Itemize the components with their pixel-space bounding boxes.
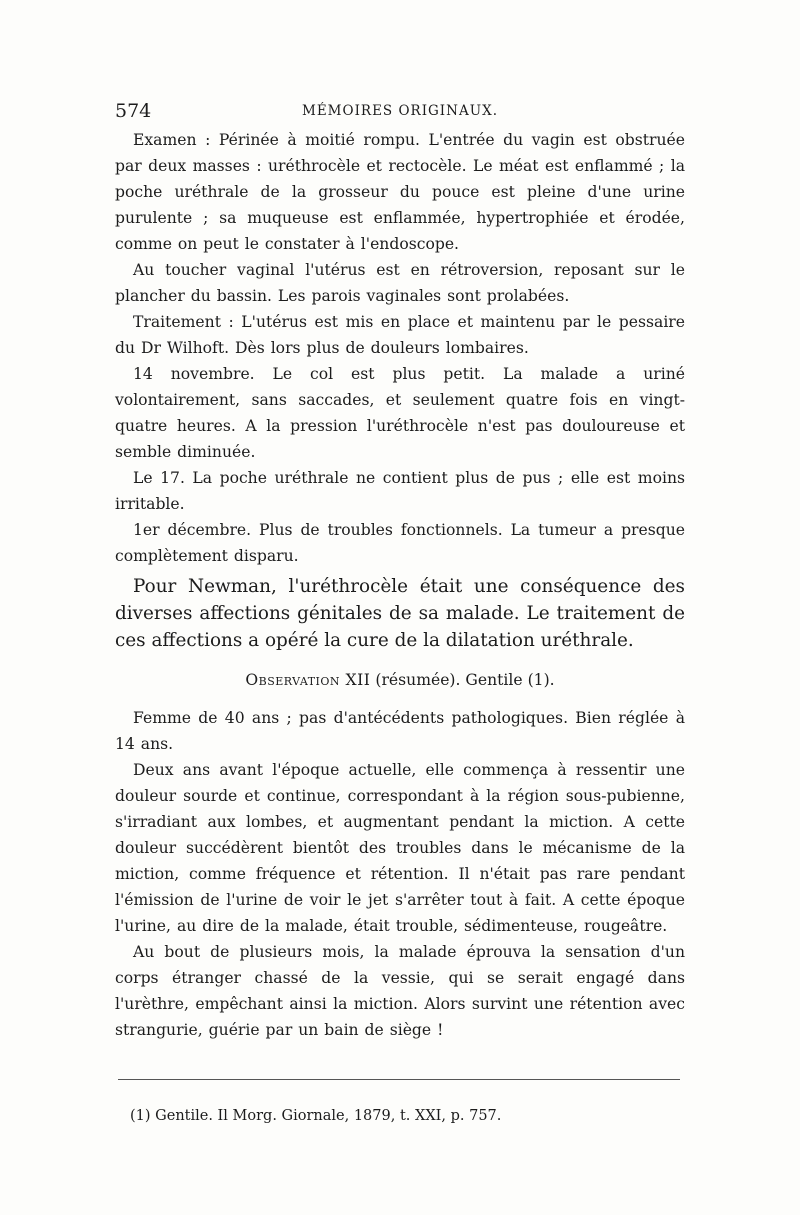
paragraph-femme: Femme de 40 ans ; pas d'antécédents pathologiques. Bien réglée à 14 ans.	[115, 709, 685, 753]
body-text	[115, 127, 685, 1043]
paragraph-au-bout: Au bout de plusieurs mois, la malade éprouva la sensation d'un corps étranger chassé de la vessie, qui se serait engagé dans l'urèthre, empêchant ainsi la miction. Alors survint une rétention avec strangurie, guérie par un bain de siège !	[115, 943, 685, 1039]
observation-rest: (résumée). Gentile (1).	[370, 671, 555, 689]
running-head: MÉMOIRES ORIGINAUX.	[302, 103, 498, 119]
paragraph-examen: Examen : Périnée à moitié rompu. L'entrée du vagin est obstruée par deux masses : uréthrocèle et rectocèle. Le méat est enflammé ; la poche uréthrale de la grosseur du pouce est pleine d'une urine purulente ; sa muqueuse est enflammée, hypertrophiée et érodée, comme on peut le constater à l'endoscope.	[115, 131, 685, 253]
page-header	[115, 100, 685, 124]
footnote-divider	[118, 1079, 680, 1080]
paragraph-1er-decembre: 1er décembre. Plus de troubles fonctionnels. La tumeur a presque complètement disparu.	[115, 521, 685, 565]
paragraph-le-17: Le 17. La poche uréthrale ne contient plus de pus ; elle est moins irritable.	[115, 469, 685, 513]
paragraph-toucher: Au toucher vaginal l'utérus est en rétroversion, reposant sur le plancher du bassin. Les parois vaginales sont prolabées.	[115, 261, 685, 305]
paragraph-traitement: Traitement : L'utérus est mis en place et maintenu par le pessaire du Dr Wilhoft. Dès lors plus de douleurs lombaires.	[115, 313, 685, 357]
observation-heading	[115, 667, 685, 693]
paragraph-14-novembre: 14 novembre. Le col est plus petit. La malade a uriné volontairement, sans saccades, et seulement quatre fois en vingt-quatre heures. A la pression l'uréthrocèle n'est pas douloureuse et semble diminuée.	[115, 365, 685, 461]
paragraph-deux-ans: Deux ans avant l'époque actuelle, elle commença à ressentir une douleur sourde et continue, correspondant à la région sous-pubienne, s'irradiant aux lombes, et augmentant pendant la miction. A cette douleur succédèrent bientôt des troubles dans le mécanisme de la miction, comme fréquence et rétention. Il n'était pas rare pendant l'émission de l'urine de voir le jet s'arrêter tout à fait. A cette époque l'urine, au dire de la malade, était trouble, sédimenteuse, rougeâtre.	[115, 761, 685, 935]
page-number: 574	[115, 100, 152, 122]
paragraph-newman: Pour Newman, l'uréthrocèle était une conséquence des diverses affections génitales de sa malade. Le traitement de ces affections a opéré la cure de la dilatation uréthrale.	[115, 576, 685, 651]
footnote: (1) Gentile. Il Morg. Giornale, 1879, t. XXI, p. 757.	[130, 1108, 502, 1124]
observation-label: Observation XII	[245, 671, 371, 689]
